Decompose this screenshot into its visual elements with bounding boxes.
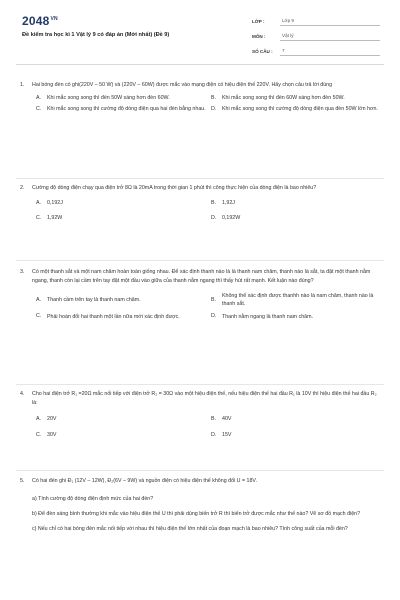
option-text: 0,192J (47, 200, 63, 207)
logo-text: 2048 (22, 14, 50, 28)
logo-suffix: VN (50, 16, 58, 22)
meta-row-subject (252, 30, 380, 42)
question-2 (20, 184, 382, 223)
option-a[interactable] (36, 292, 211, 308)
question-text: Có hai đèn ghi Đ₁ (12V – 12W), Đ₂(6V – 9W) và nguồn điện có hiệu điện thế không đổi U = 18V. (32, 478, 257, 484)
option-letter: B. (211, 95, 217, 101)
answer-options (36, 292, 382, 321)
meta-row-class (252, 15, 380, 27)
question-1 (20, 81, 382, 114)
option-letter: A. (36, 95, 42, 101)
option-d[interactable] (211, 431, 383, 440)
question-number: 5. (20, 478, 25, 484)
header-divider (16, 64, 384, 65)
option-c[interactable] (36, 431, 211, 440)
option-letter: C. (36, 106, 42, 112)
meta-value: 7 (280, 47, 380, 56)
question-number: 2. (20, 185, 25, 191)
question-5 (20, 477, 382, 534)
option-text: Khi mắc song song thì đèn 60W sáng hơn đèn 50W. (222, 95, 345, 102)
option-text: 0,192W (222, 215, 241, 222)
option-text: Khi mắc song song thì đèn 50W sáng hơn đèn 60W. (47, 95, 170, 102)
question-divider (16, 260, 384, 261)
question-text: Cường độ dòng điện chạy qua điện trở 8Ω là 20mA trong thời gian 1 phút thì công thực hiện của dòng điện là bao nhiêu? (32, 185, 317, 191)
question-3 (20, 268, 382, 321)
meta-value: Vật lý (280, 32, 380, 41)
option-letter: C. (36, 215, 42, 221)
answer-options (36, 415, 382, 440)
option-text: Phải hoán đổi hai thanh một lần nữa mới xác định được. (47, 313, 180, 320)
option-text: Khi mắc song song thì cường độ dòng điện qua đèn 50W lớn hơn. (222, 106, 378, 113)
option-a[interactable] (36, 94, 211, 103)
option-text: 1,92J (222, 200, 235, 207)
question-divider (16, 470, 384, 471)
meta-value: Lớp 9 (280, 17, 380, 26)
option-text: Không thể xác định được thanhh nào là nam châm, thanh nào là thanh sắt. (222, 293, 374, 308)
option-text: 15V (222, 432, 232, 439)
option-c[interactable] (36, 105, 211, 114)
option-letter: D. (211, 215, 217, 221)
meta-label: LỚP : (252, 18, 265, 24)
option-letter: D. (211, 432, 217, 438)
option-b[interactable] (211, 94, 383, 103)
answer-options (36, 199, 382, 223)
option-text: 1,92W (47, 215, 63, 222)
option-a[interactable] (36, 199, 211, 208)
option-text: 30V (47, 432, 57, 439)
option-b[interactable] (211, 199, 383, 208)
option-letter: D. (211, 313, 217, 320)
subpart-c: c) Nếu chỉ có hai bóng đèn mắc nối tiếp với nhau thì hiệu điện thế lớn nhất của đoạn mạch là bao nhiêu? Tính công suất của mỗi đèn? (32, 526, 348, 532)
meta-label: MÔN : (252, 33, 266, 39)
question-number: 1. (20, 82, 25, 88)
question-text: Hai bóng đèn có ghi(220V – 50 W) và (220V – 60W) được mắc vào mạng điện có hiệu điện thế 220V. Hãy chọn câu trả lời đúng (32, 82, 333, 88)
option-text: Thanh nằm ngang là thanh nam châm. (222, 313, 313, 320)
option-letter: A. (36, 200, 42, 206)
option-letter: B. (211, 200, 217, 206)
option-text: Thanh cầm trên tay là thanh nam châm. (47, 297, 141, 304)
option-letter: C. (36, 313, 42, 320)
option-letter: A. (36, 416, 42, 422)
option-letter: B. (211, 416, 217, 422)
answer-options (36, 94, 382, 114)
option-d[interactable] (211, 214, 383, 223)
option-d[interactable] (211, 105, 383, 114)
option-text: 20V (47, 416, 57, 423)
option-b[interactable] (211, 415, 383, 424)
meta-row-count (252, 45, 380, 57)
subpart-b: b) Để đèn sáng bình thường khi mắc vào hiệu điện thế U thì phải dùng biến trở R thì biến trở được mắc như thế nào? Vẽ sơ đồ mạch điện? (32, 511, 361, 517)
question-4 (20, 390, 382, 440)
question-number: 3. (20, 269, 25, 275)
subpart-a: a) Tính cường độ dòng điện định mức của hai đèn? (32, 496, 154, 502)
option-a[interactable] (36, 415, 211, 424)
option-text: Khi mắc song song thì cường độ dòng điện qua hai đèn bằng nhau. (47, 106, 206, 113)
option-c[interactable] (36, 214, 211, 223)
option-c[interactable] (36, 312, 211, 321)
site-logo[interactable] (22, 14, 58, 28)
meta-info (252, 15, 380, 60)
document-title: Đề kiểm tra học kì 1 Vật lý 9 có đáp án (Mới nhất) (Đề 9) (22, 32, 170, 38)
option-letter: B. (211, 296, 217, 303)
option-letter: A. (36, 296, 42, 303)
question-divider (16, 384, 384, 385)
option-d[interactable] (211, 312, 383, 321)
meta-label: SỐ CÂU : (252, 48, 273, 54)
option-letter: C. (36, 432, 42, 438)
question-text: Cho hai điện trở R₁ =20Ω mắc nối tiếp với điện trở R₂ = 30Ω vào một hiệu điện thế, nếu hiệu điện thế hai đầu R₁ là 10V thì hiệu điện thế hai đầu R₂ là: (32, 391, 377, 406)
option-letter: D. (211, 106, 217, 112)
option-text: 40V (222, 416, 232, 423)
question-text: Có một thanh sắt và một nam châm hoàn toàn giống nhau. Để xác định thanh nào là là thanh nam châm, thanh nào là sắt, ta đặt một thanh nằm ngang, thanh còn lại cầm trên tay đặt một đầu vào giữa của thanh nằm ngang thì thấy hút rất mạnh. Kết luận nào đúng? (32, 269, 371, 284)
option-b[interactable] (211, 292, 383, 308)
question-divider (16, 178, 384, 179)
question-number: 4. (20, 391, 25, 397)
